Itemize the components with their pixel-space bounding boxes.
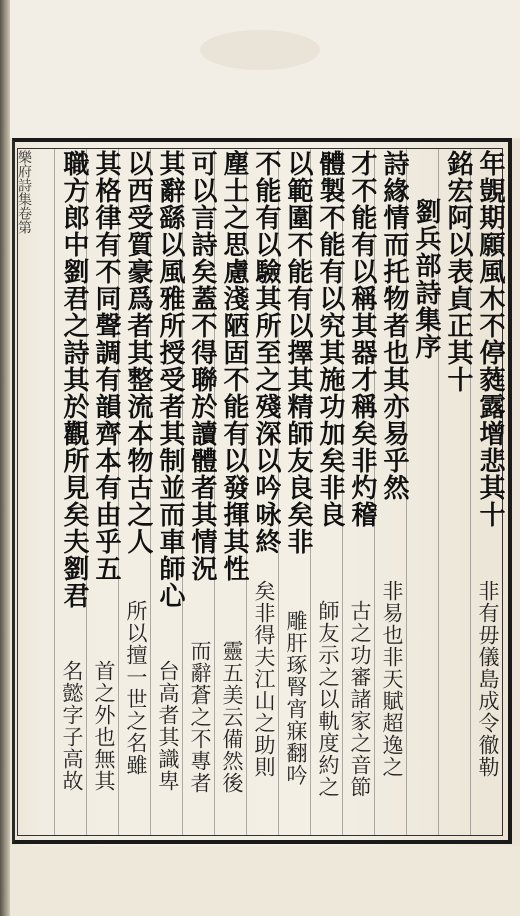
text-fragment: 所以擅一世之名雖	[124, 600, 148, 776]
text-column-12: 以西受質豪爲者其整流本物古之人	[123, 150, 153, 555]
text-fragment: 首之外也無其	[92, 660, 116, 792]
text-column-4: 詩緣情而托物者也其亦易乎然	[379, 150, 409, 501]
text-fragment: 靈五美云備然後	[220, 640, 244, 794]
text-fragment: 名懿字子高故	[60, 660, 84, 792]
text-column-10: 可以言詩矣蓋不得聯於讀體者其情況	[187, 150, 217, 582]
text-column-14: 職方郎中劉君之詩其於觀所見矣夫劉君	[59, 150, 89, 609]
preface-title: 劉兵部詩集序	[411, 198, 441, 360]
text-fragment: 非有毋儀島成令徹勒	[476, 580, 500, 778]
text-fragment: 台高者其識卑	[156, 660, 180, 792]
margin-label: 樂府詩集卷第	[16, 150, 32, 234]
text-fragment: 古之功審諸家之音節	[348, 600, 372, 798]
text-column-7: 以範圍不能有以擇其精師友良矣非	[283, 150, 313, 555]
text-column-8: 不能有以驗其所至之殘深以吟咏終	[251, 150, 281, 555]
text-column-11: 其辭繇以風雅所授受者其制並而車師心	[155, 150, 185, 609]
text-column-5: 才不能有以稱其器才稱矣非灼稽	[347, 150, 377, 528]
book-spine	[0, 0, 10, 916]
text-column-6: 體製不能有以究其施功加矣非良	[315, 150, 345, 528]
paper-stain	[200, 30, 320, 70]
column-rule	[54, 148, 55, 836]
text-column-13: 其格律有不同聲調有韻齊本有由乎五	[91, 150, 121, 582]
bottom-margin	[10, 846, 520, 916]
text-column-2: 銘宏阿以表貞正其十	[443, 150, 473, 393]
text-fragment: 而辭蒼之不專者	[188, 640, 212, 794]
text-column-1: 年覬期願風木不停蕤露增悲其十	[475, 150, 505, 528]
text-fragment: 矣非得夫江山之助則	[252, 580, 276, 778]
text-fragment: 雕肝琢腎宵寐翻吟	[284, 610, 308, 786]
text-fragment: 師友示之以軌度約之	[316, 600, 340, 798]
text-fragment: 非易也非天賦超逸之	[380, 580, 404, 778]
text-column-9: 塵土之思慮淺陋固不能有以發揮其性	[219, 150, 249, 582]
